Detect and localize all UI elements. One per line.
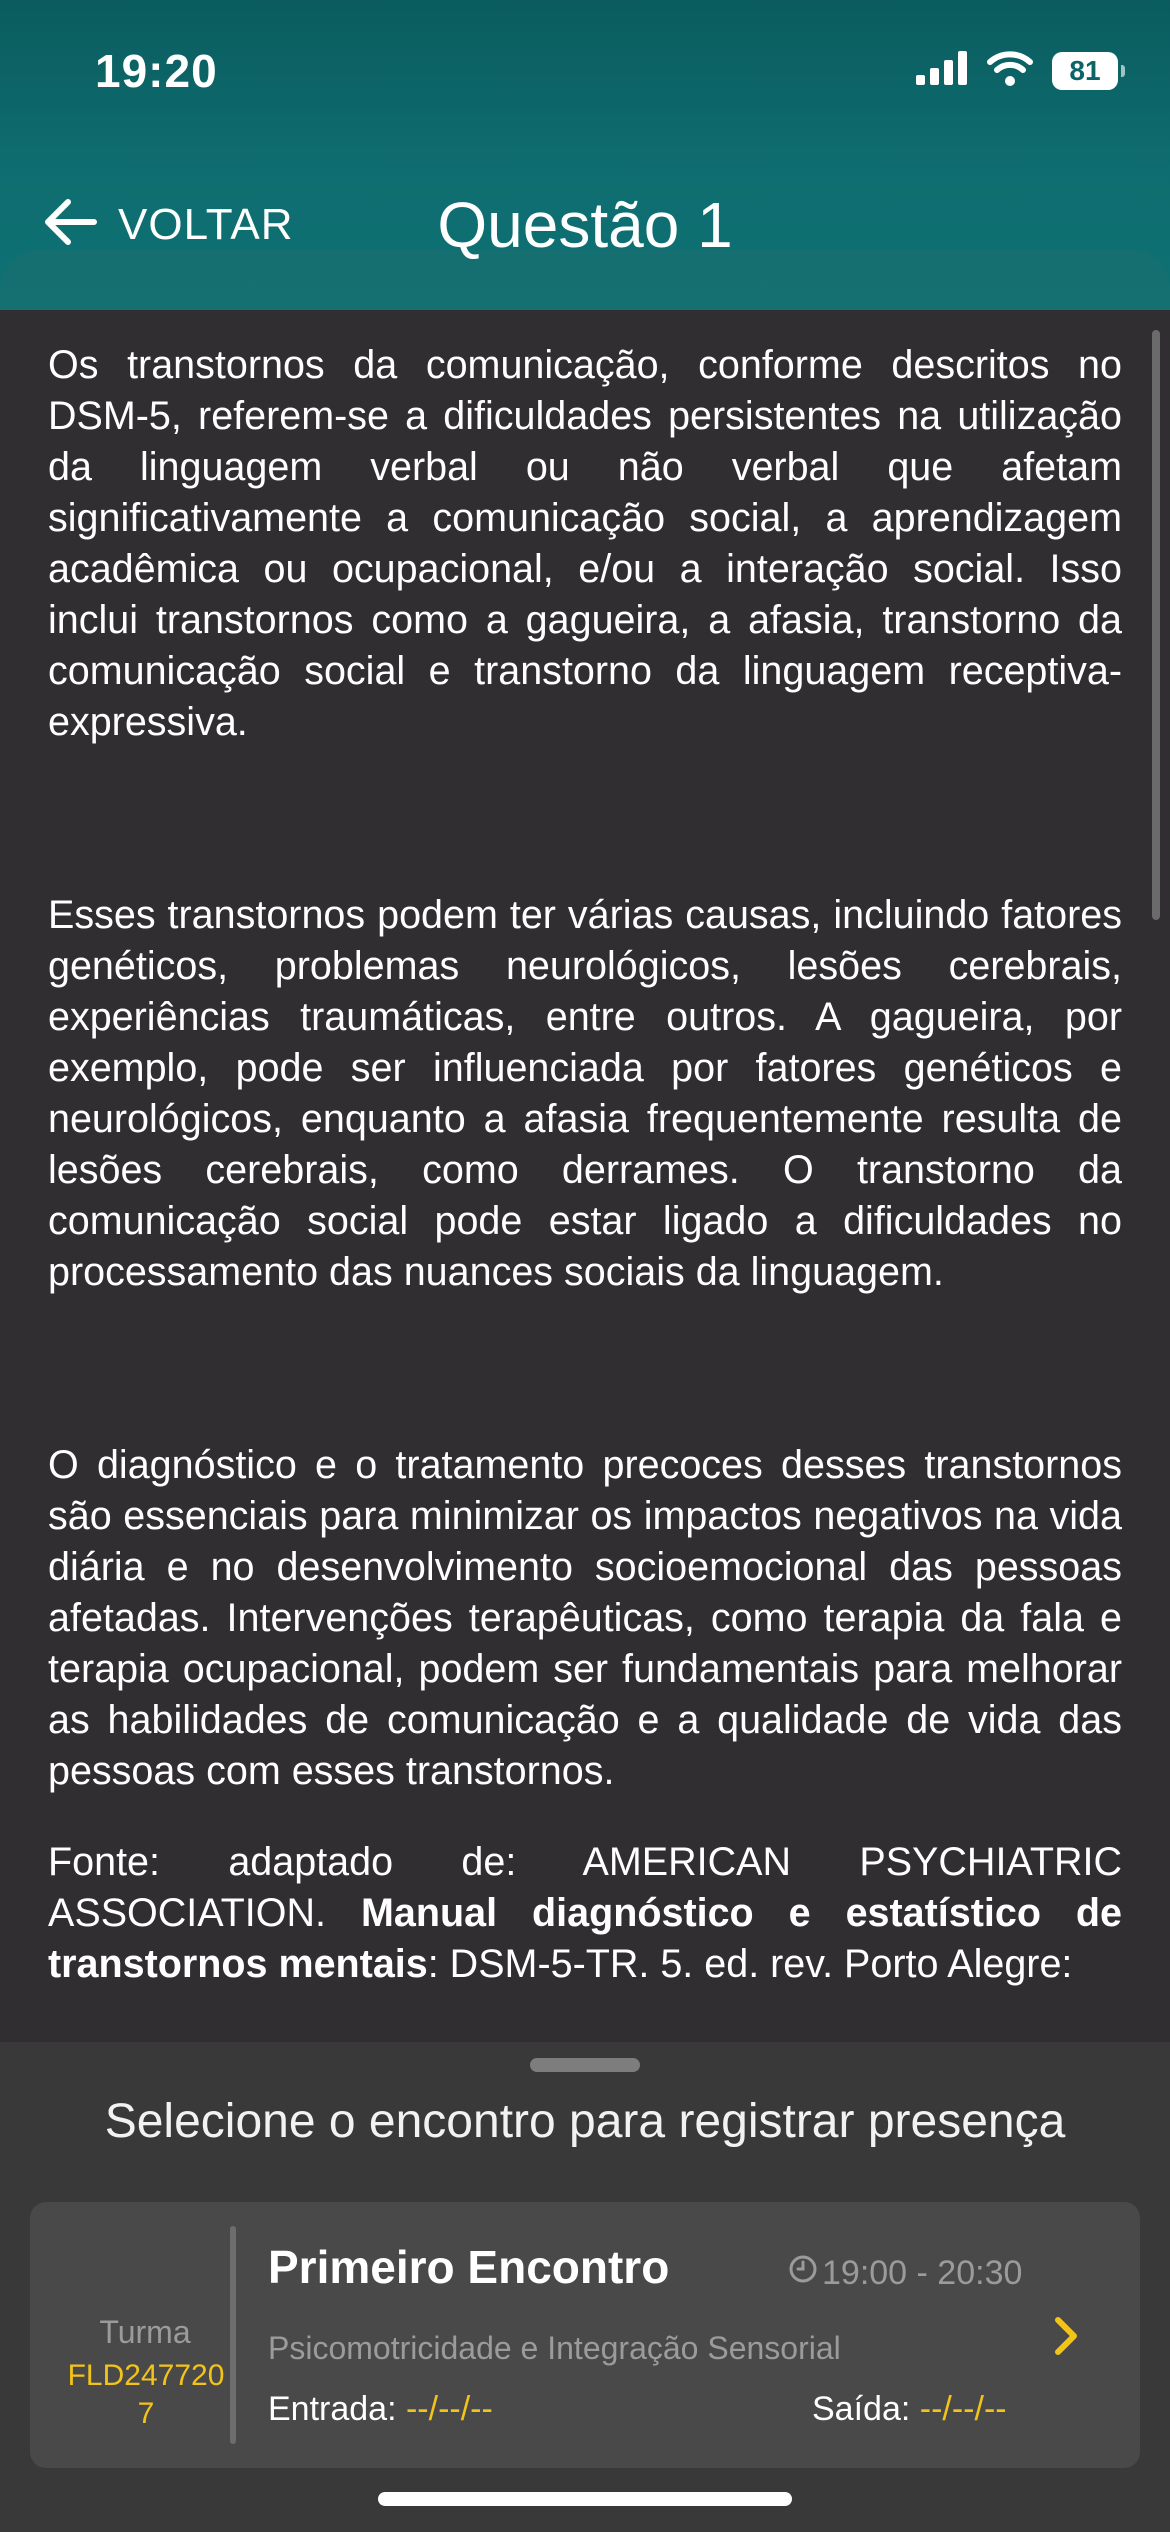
paragraph: Os transtornos da comunicação, conforme descritos no DSM-5, referem-se a dificuldades persistentes na utilização da linguagem verbal ou não verbal que afetam significativamente a comunicação social, a aprendizagem acadêmica ou ocupacional, e/ou a interação social. Isso inclui transtornos como a gagueira, a afasia, transtorno da comunicação social e transtorno da linguagem receptiva-expressiva. bbox=[48, 343, 1122, 744]
source-prefix: Fonte: adaptado de: AMERICAN PSYCHIATRIC ASSOCIATION. bbox=[48, 1840, 1122, 1935]
saida-label: Saída: bbox=[812, 2390, 911, 2428]
source-suffix: : DSM-5-TR. 5. ed. rev. Porto Alegre: bbox=[427, 1942, 1073, 1986]
home-indicator[interactable] bbox=[378, 2492, 792, 2506]
turma-label: Turma bbox=[99, 2314, 191, 2350]
turma-code: FLD2477207 bbox=[67, 2359, 225, 2430]
entrada-row bbox=[268, 2390, 493, 2429]
spacer bbox=[48, 748, 1122, 890]
encounter-card[interactable] bbox=[30, 2202, 1140, 2468]
sheet-handle[interactable] bbox=[530, 2058, 640, 2072]
clock-icon bbox=[788, 2254, 818, 2293]
encounter-time bbox=[788, 2254, 1022, 2293]
encounter-title: Primeiro Encontro bbox=[268, 2241, 670, 2293]
question-text bbox=[48, 340, 1122, 2042]
header-bar bbox=[0, 0, 1170, 310]
spacer bbox=[48, 1797, 1122, 1837]
card-divider bbox=[230, 2226, 236, 2444]
saida-row bbox=[812, 2390, 1007, 2429]
scrollbar[interactable] bbox=[1152, 330, 1160, 920]
page-title: Questão 1 bbox=[437, 189, 733, 261]
entrada-value: --/--/-- bbox=[405, 2390, 493, 2428]
entrada-label: Entrada: bbox=[268, 2390, 397, 2428]
saida-value: --/--/-- bbox=[919, 2390, 1007, 2428]
sheet-title: Selecione o encontro para registrar presença bbox=[104, 2095, 1066, 2148]
chevron-right-icon[interactable] bbox=[1052, 2314, 1082, 2363]
spacer bbox=[48, 1298, 1122, 1440]
status-time: 19:20 bbox=[95, 45, 218, 97]
battery-icon: 81 bbox=[1052, 52, 1118, 90]
wifi-icon bbox=[986, 50, 1034, 91]
encounter-time-text: 19:00 - 20:30 bbox=[822, 2254, 1023, 2292]
paragraph: Esses transtornos podem ter várias causas, incluindo fatores genéticos, problemas neurológicos, lesões cerebrais, experiências traumáticas, entre outros. A gagueira, por exemplo, pode ser influenciada por fatores genéticos e neurológicos, enquanto a afasia frequentemente resulta de lesões cerebrais, como derrames. O transtorno da comunicação social pode estar ligado a dificuldades no processamento das nuances sociais da linguagem. bbox=[48, 893, 1122, 1294]
course-name: Psicomotricidade e Integração Sensorial bbox=[268, 2330, 841, 2366]
cellular-signal-icon bbox=[916, 51, 968, 90]
status-icons bbox=[916, 50, 1118, 91]
source-title: Manual diagnóstico e estatístico de transtornos mentais bbox=[48, 1891, 1122, 1986]
paragraph: O diagnóstico e o tratamento precoces desses transtornos são essenciais para minimizar os impactos negativos na vida diária e no desenvolvimento socioemocional das pessoas afetadas. Intervenções terapêuticas, como terapia da fala e terapia ocupacional, podem ser fundamentais para melhorar as habilidades de comunicação e a qualidade de vida das pessoas com esses transtornos. bbox=[48, 1443, 1122, 1793]
attendance-sheet bbox=[0, 2042, 1170, 2532]
source-citation bbox=[48, 1837, 1122, 1990]
back-label: VOLTAR bbox=[118, 199, 294, 249]
turma-section bbox=[30, 2202, 230, 2468]
